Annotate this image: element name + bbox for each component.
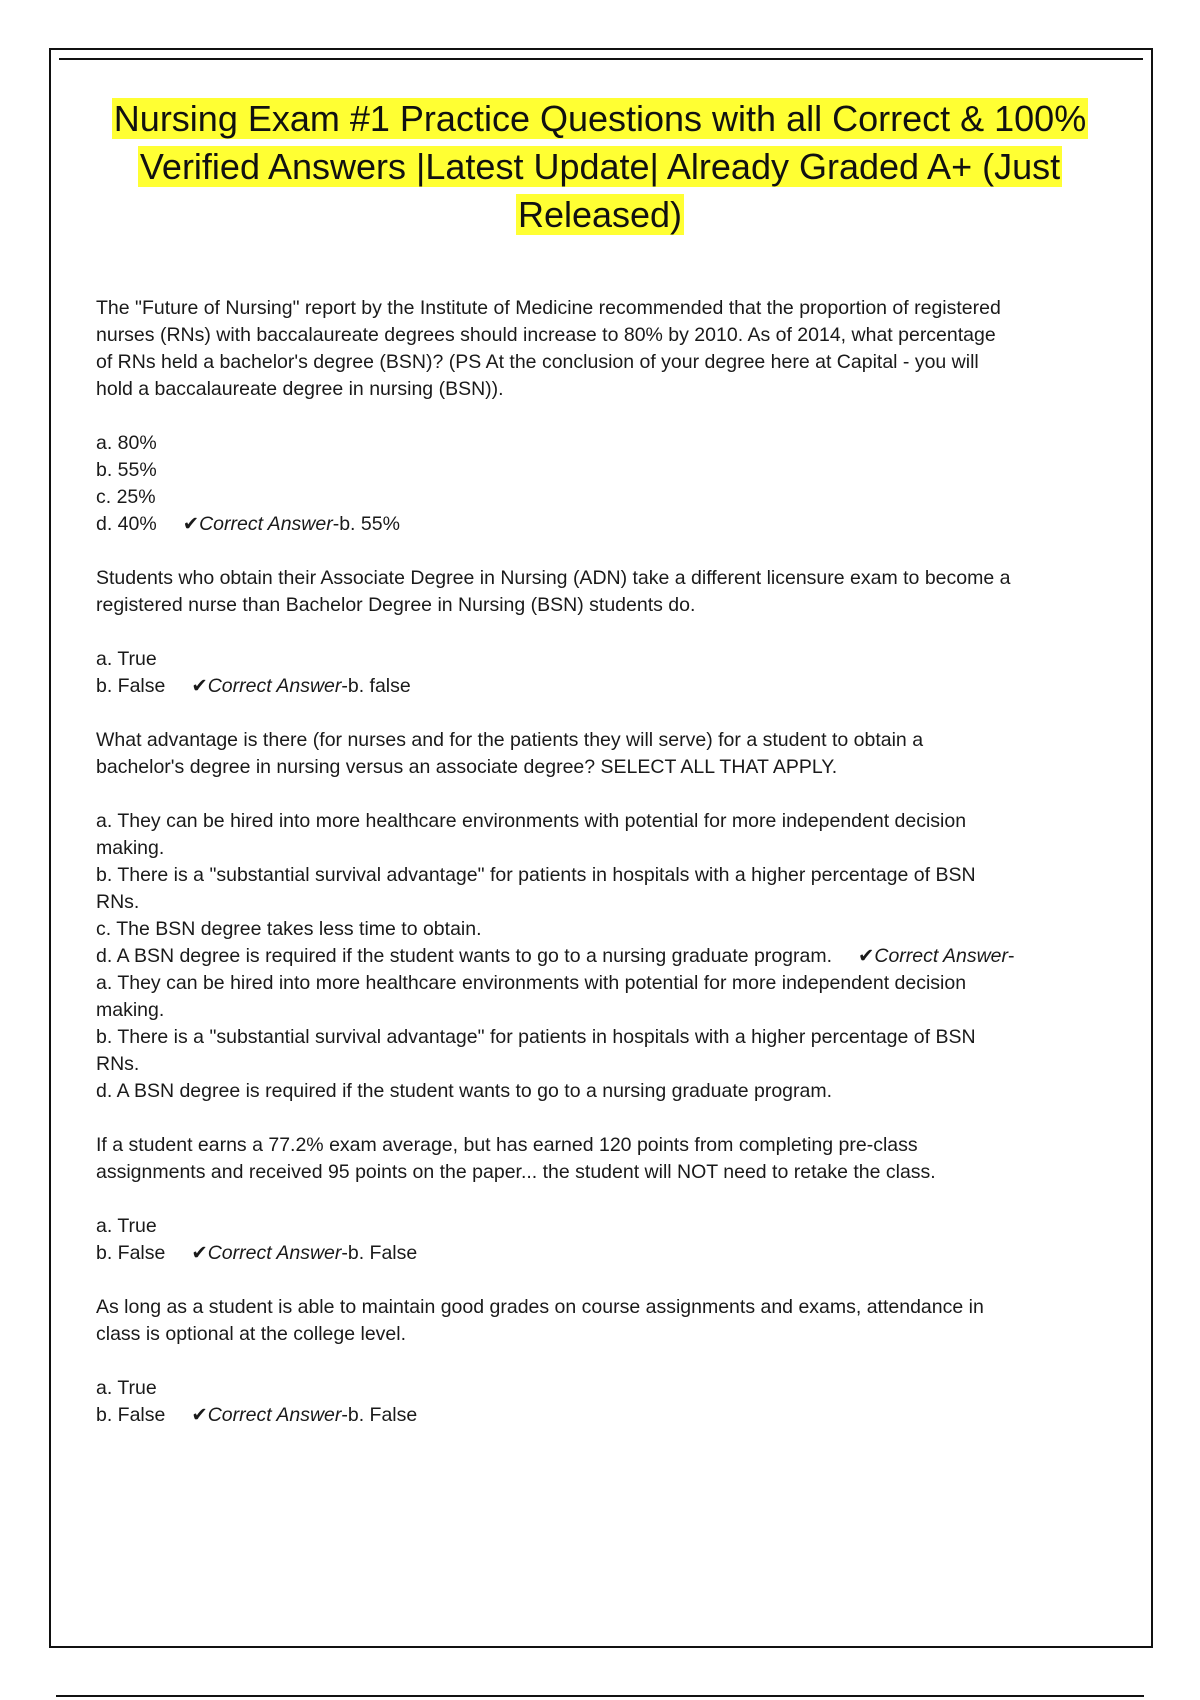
option-with-answer	[96, 673, 1016, 700]
correct-answer	[191, 1242, 417, 1264]
option-label: d. A BSN degree is required if the student wants to go to a nursing graduate program.	[96, 945, 833, 967]
correct-answer-label: Correct Answer	[207, 675, 342, 697]
option: a. True	[96, 1377, 157, 1399]
option-with-answer	[96, 1402, 1016, 1429]
options-1	[96, 430, 1016, 538]
checkmark-icon: ✔	[182, 513, 200, 535]
document-title	[100, 95, 1100, 239]
checkmark-icon: ✔	[191, 1404, 208, 1426]
option-with-answer	[96, 511, 1016, 538]
bottom-rule	[56, 1695, 1144, 1697]
option: a. True	[96, 648, 157, 670]
option: a. True	[96, 1215, 157, 1237]
answer-extra: d. A BSN degree is required if the student wants to go to a nursing graduate program.	[96, 1080, 833, 1102]
option: c. The BSN degree takes less time to obtain.	[96, 918, 482, 940]
question-2: Students who obtain their Associate Degree in Nursing (ADN) take a different licensure exam to become a registered nurse than Bachelor Degree in Nursing (BSN) students do.	[96, 567, 1011, 616]
correct-answer-label: Correct Answer	[874, 945, 1009, 967]
correct-answer-value: -b. False	[341, 1404, 418, 1426]
answer-extra: b. There is a "substantial survival advantage" for patients in hospitals with a higher percentage of BSN RNs.	[96, 1026, 976, 1075]
top-rule	[59, 58, 1143, 60]
correct-answer-label: Correct Answer	[207, 1242, 342, 1264]
options-2	[96, 646, 1016, 700]
correct-answer	[191, 1404, 417, 1426]
option-label: b. False	[96, 1404, 166, 1426]
option-label: d. 40%	[96, 513, 157, 535]
options-5	[96, 1375, 1016, 1429]
checkmark-icon: ✔	[858, 945, 875, 967]
option-with-answer	[96, 943, 1016, 1024]
option: b. 55%	[96, 459, 157, 481]
checkmark-icon: ✔	[191, 1242, 208, 1264]
correct-answer-label: Correct Answer	[207, 1404, 342, 1426]
options-4	[96, 1213, 1016, 1267]
option: c. 25%	[96, 486, 156, 508]
correct-answer-value: -b. 55%	[332, 513, 400, 535]
question-5: As long as a student is able to maintain good grades on course assignments and exams, attendance in class is optional at the college level.	[96, 1296, 984, 1345]
question-3: What advantage is there (for nurses and for the patients they will serve) for a student to obtain a bachelor's degree in nursing versus an associate degree? SELECT ALL THAT APPLY.	[96, 729, 924, 778]
option-with-answer	[96, 1240, 1016, 1267]
correct-answer-value: -b. false	[341, 675, 411, 697]
option-label: b. False	[96, 1242, 166, 1264]
option: b. There is a "substantial survival advantage" for patients in hospitals with a higher percentage of BSN RNs.	[96, 864, 976, 913]
question-4: If a student earns a 77.2% exam average, but has earned 120 points from completing pre-class assignments and received 95 points on the paper... the student will NOT need to retake the class.	[96, 1134, 936, 1183]
correct-answer	[183, 513, 400, 535]
question-1: The "Future of Nursing" report by the Institute of Medicine recommended that the proportion of registered nurses (RNs) with baccalaureate degrees should increase to 80% by 2010. As of 2014, what percentage of RNs held a bachelor's degree (BSN)? (PS At the conclusion of your degree here at Capital - you will hold a baccalaureate degree in nursing (BSN)).	[96, 297, 1001, 400]
options-3	[96, 808, 1016, 1105]
option: a. They can be hired into more healthcare environments with potential for more independent decision making.	[96, 810, 967, 859]
correct-answer-value: -a. They can be hired into more healthcare environments with potential for more independent decision making.	[96, 945, 1015, 1021]
title-highlight: Nursing Exam #1 Practice Questions with all Correct & 100% Verified Answers |Latest Update| Already Graded A+ (Just Released)	[113, 98, 1087, 235]
correct-answer	[191, 675, 410, 697]
option: a. 80%	[96, 432, 157, 454]
correct-answer-value: -b. False	[341, 1242, 418, 1264]
option-label: b. False	[96, 675, 166, 697]
document-body	[96, 295, 1016, 1456]
checkmark-icon: ✔	[191, 675, 208, 697]
correct-answer-label: Correct Answer	[199, 513, 333, 535]
